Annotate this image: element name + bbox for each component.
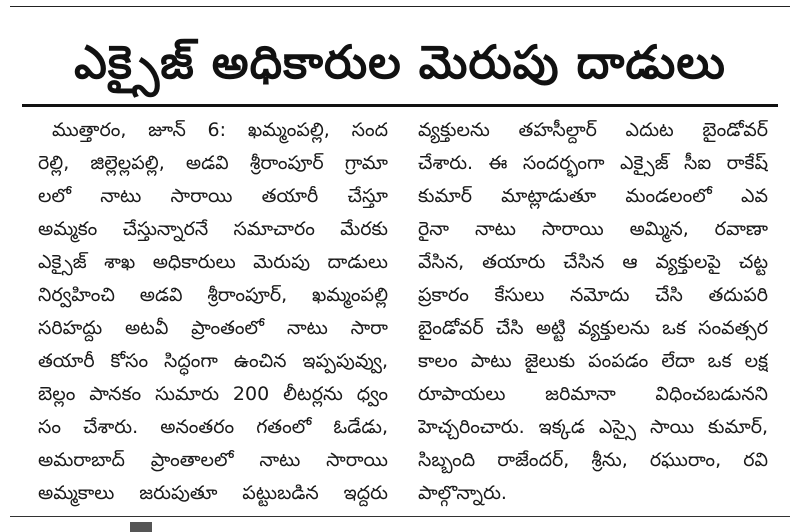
text-line: తయారీ కోసం సిద్ధంగా ఉంచిన ఇప్పపువ్వు,	[38, 350, 388, 372]
text-line: వేసిన, తయారు చేసిన ఆ వ్యక్తులపై చట్ట	[418, 251, 768, 273]
text-line: రూపాయలు జరిమానా విధించబడునని	[418, 383, 768, 405]
text-line: చేశారు. ఈ సందర్భంగా ఎక్సైజ్ సీఐ రాకేష్	[418, 152, 768, 174]
text-line: హెచ్చరించారు. ఇక్కడ ఎస్సై సాయి కుమార్,	[418, 416, 768, 438]
text-line: సం చేశారు. అనంతరం గతంలో ఓడేడు,	[38, 416, 388, 438]
clipping-mark	[130, 522, 152, 532]
text-line: లలో నాటు సారాయి తయారీ చేస్తూ	[38, 185, 388, 207]
text-line: కాలం పాటు జైలుకు పంపడం లేదా ఒక లక్ష	[418, 350, 768, 372]
left-column	[38, 114, 388, 510]
text-line: అమ్మకం చేస్తున్నారనే సమాచారం మేరకు	[38, 218, 388, 240]
text-line: అమ్మకాలు జరుపుతూ పట్టుబడిన ఇద్దరు	[38, 482, 388, 504]
text-line: రైనా నాటు సారాయి అమ్మిన, రవాణా	[418, 218, 768, 240]
text-line: సరిహద్దు అటవీ ప్రాంతంలో నాటు సారా	[38, 317, 388, 339]
text-line: పాల్గొన్నారు.	[418, 482, 507, 504]
text-line: వ్యక్తులను తహసీల్దార్ ఎదుట బైండోవర్	[418, 119, 768, 141]
text-line: నిర్వహించి అడవి శ్రీరాంపూర్, ఖమ్మంపల్లి	[38, 284, 388, 306]
right-column	[418, 114, 768, 510]
text-line: బెల్లం పానకం సుమారు 200 లీటర్లను ధ్వం	[38, 383, 388, 405]
text-line: ముత్తారం, జూన్ 6: ఖమ్మంపల్లి, సంద	[52, 119, 388, 141]
top-rule	[10, 6, 790, 7]
text-line: కుమార్ మాట్లాడుతూ మండలంలో ఎవ	[418, 185, 768, 207]
text-line: సిబ్బంది రాజేందర్, శ్రీను, రఘురాం, రవి	[418, 449, 768, 471]
article-headline: ఎక్సైజ్ అధికారుల మెరుపు దాడులు	[74, 35, 726, 89]
headline-underline	[22, 104, 778, 107]
text-line: ఎక్సైజ్ శాఖ అధికారులు మెరుపు దాడులు	[38, 251, 388, 273]
bottom-rule	[10, 516, 790, 517]
text-line: బైండోవర్ చేసి అట్టి వ్యక్తులను ఒక సంవత్సర	[418, 317, 768, 339]
text-line: ప్రకారం కేసులు నమోదు చేసి తదుపరి	[418, 284, 768, 306]
text-line: అమరాబాద్ ప్రాంతాలలో నాటు సారాయి	[38, 449, 388, 471]
text-line: రెల్లి, జిల్లెల్లపల్లి, అడవి శ్రీరాంపూర్ గ్రామా	[38, 152, 388, 174]
